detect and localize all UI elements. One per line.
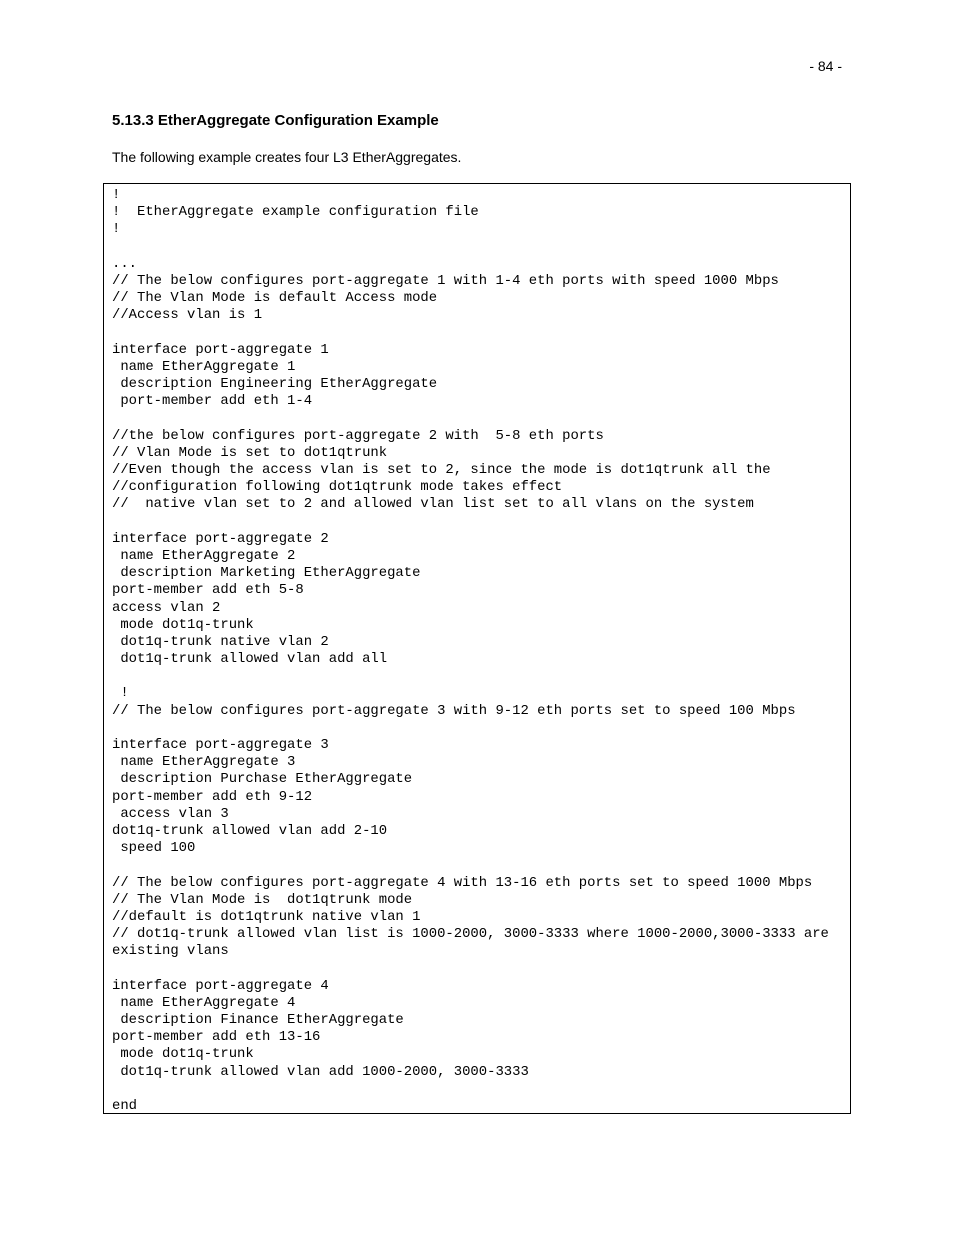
code-line <box>112 960 846 977</box>
code-line: access vlan 2 <box>112 599 221 616</box>
code-line: mode dot1q-trunk <box>112 616 254 633</box>
code-listing <box>112 187 846 1115</box>
code-line: name EtherAggregate 3 <box>112 754 296 771</box>
code-line: //configuration following dot1qtrunk mode takes effect <box>112 479 563 496</box>
code-line <box>112 720 846 737</box>
code-line: //Even though the access vlan is set to 2, since the mode is dot1qtrunk all the <box>112 462 771 478</box>
code-line: port-member add eth 5-8 <box>112 582 304 599</box>
code-line: access vlan 3 <box>112 805 229 822</box>
code-line <box>112 1081 846 1098</box>
code-line: interface port-aggregate 1 <box>112 341 329 358</box>
page-number: - 84 - <box>809 58 842 74</box>
code-line: name EtherAggregate 1 <box>112 358 296 375</box>
code-line: speed 100 <box>112 840 196 857</box>
code-line: existing vlans <box>112 943 229 960</box>
code-line <box>112 514 846 531</box>
code-line: name EtherAggregate 4 <box>112 994 296 1011</box>
code-line: port-member add eth 13-16 <box>112 1029 321 1046</box>
code-line <box>112 239 846 256</box>
section-heading: 5.13.3 EtherAggregate Configuration Example <box>112 112 439 129</box>
code-line: // native vlan set to 2 and allowed vlan list set to all vlans on the system <box>112 496 754 513</box>
code-line: interface port-aggregate 2 <box>112 530 329 547</box>
code-line: // The below configures port-aggregate 1 with 1-4 eth ports with speed 1000 Mbps <box>112 272 779 289</box>
code-line: port-member add eth 1-4 <box>112 393 313 410</box>
code-line: dot1q-trunk allowed vlan add all <box>112 651 388 668</box>
code-line: // The Vlan Mode is dot1qtrunk mode <box>112 891 413 908</box>
code-line: //Access vlan is 1 <box>112 307 263 324</box>
code-line: name EtherAggregate 2 <box>112 547 296 564</box>
code-line: description Finance EtherAggregate <box>112 1012 404 1028</box>
code-line: interface port-aggregate 3 <box>112 737 329 753</box>
code-line: // The Vlan Mode is default Access mode <box>112 290 438 307</box>
code-line: port-member add eth 9-12 <box>112 788 313 805</box>
code-line: ! <box>112 187 121 203</box>
code-line <box>112 668 846 685</box>
code-line: // The below configures port-aggregate 3 with 9-12 eth ports set to speed 100 Mbps <box>112 702 796 719</box>
code-line: ! EtherAggregate example configuration file <box>112 204 479 221</box>
intro-paragraph: The following example creates four L3 EtherAggregates. <box>112 149 462 165</box>
code-line: dot1q-trunk native vlan 2 <box>112 633 329 650</box>
code-line: ! <box>112 685 129 702</box>
code-line <box>112 410 846 427</box>
code-line: end <box>112 1097 138 1114</box>
code-line: // The below configures port-aggregate 4 with 13-16 eth ports set to speed 1000 Mbps <box>112 874 813 891</box>
code-line: //default is dot1qtrunk native vlan 1 <box>112 908 421 925</box>
code-line: ... <box>112 255 138 272</box>
code-line: description Marketing EtherAggregate <box>112 565 421 582</box>
code-line: interface port-aggregate 4 <box>112 977 329 994</box>
code-line: ! <box>112 221 121 238</box>
code-line: dot1q-trunk allowed vlan add 1000-2000, 3000-3333 <box>112 1063 529 1080</box>
code-line: // Vlan Mode is set to dot1qtrunk <box>112 444 388 461</box>
code-line: //the below configures port-aggregate 2 with 5-8 eth ports <box>112 427 604 444</box>
code-line: mode dot1q-trunk <box>112 1046 254 1063</box>
code-line: description Purchase EtherAggregate <box>112 771 413 788</box>
code-line: // dot1q-trunk allowed vlan list is 1000-2000, 3000-3333 where 1000-2000,3000-3333 are <box>112 926 829 943</box>
code-line <box>112 325 846 342</box>
code-line <box>112 857 846 874</box>
code-line: dot1q-trunk allowed vlan add 2-10 <box>112 822 388 839</box>
code-listing-box <box>103 183 851 1114</box>
code-line: description Engineering EtherAggregate <box>112 376 438 393</box>
